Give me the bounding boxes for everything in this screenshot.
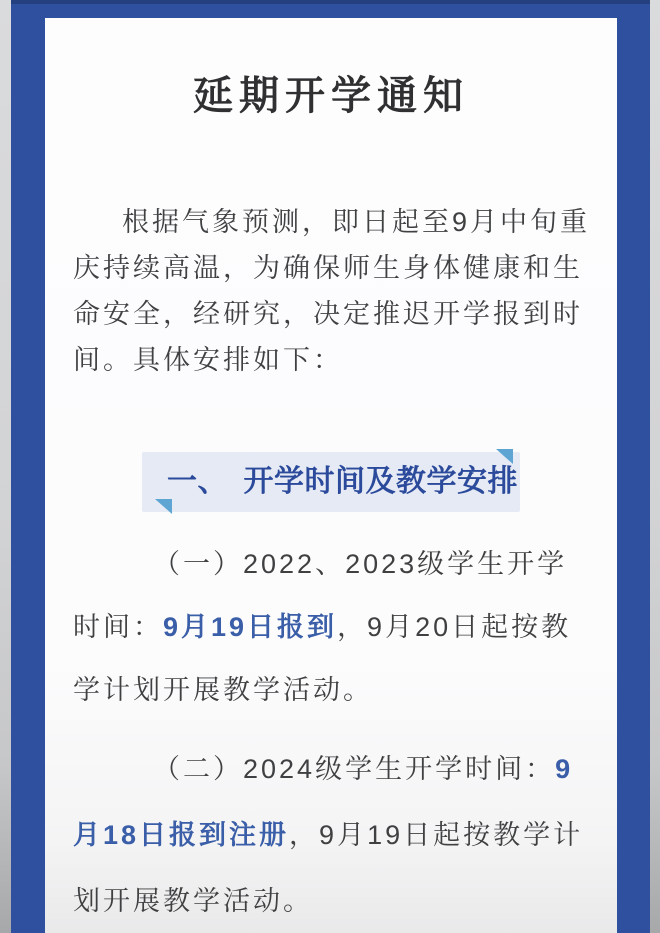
text-segment: 命安全，经研究，决定推迟开学报到时 <box>73 299 583 329</box>
text-segment: 庆持续高温，为确保师生身体健康和生 <box>73 253 583 283</box>
text-segment: 划开展教学活动。 <box>73 886 313 916</box>
text-segment: （二）2024级学生开学时间： <box>153 754 556 784</box>
highlighted-date-text: 月18日报到注册 <box>73 820 290 850</box>
text-line <box>73 868 599 933</box>
text-line <box>73 199 599 245</box>
highlighted-date-text: 9 <box>555 754 574 784</box>
text-line <box>73 533 599 596</box>
text-line <box>73 802 599 868</box>
text-line <box>73 245 599 291</box>
text-segment: 根据气象预测，即日起至9月中旬重 <box>122 207 591 237</box>
highlighted-date-text: 9月19日报到 <box>163 612 338 642</box>
text-line <box>73 659 599 722</box>
text-line <box>73 337 599 383</box>
text-segment: 时间： <box>73 612 163 642</box>
section-heading: 一、 开学时间及教学安排 <box>167 465 518 498</box>
text-line <box>73 291 599 337</box>
intro-paragraph <box>73 199 599 383</box>
text-segment: ，9月19日起按教学计 <box>289 820 584 850</box>
paragraph-item-1 <box>73 533 599 722</box>
notice-title: 延期开学通知 <box>193 74 469 118</box>
paragraph-item-2 <box>73 736 599 933</box>
text-segment: （一）2022、2023级学生开学 <box>153 549 568 579</box>
text-segment: 间。具体安排如下： <box>73 345 343 375</box>
text-line <box>73 596 599 659</box>
text-segment: ，9月20日起按教 <box>337 612 572 642</box>
text-line <box>73 736 599 802</box>
text-segment: 学计划开展教学活动。 <box>73 675 373 705</box>
section-heading-box <box>142 452 520 512</box>
